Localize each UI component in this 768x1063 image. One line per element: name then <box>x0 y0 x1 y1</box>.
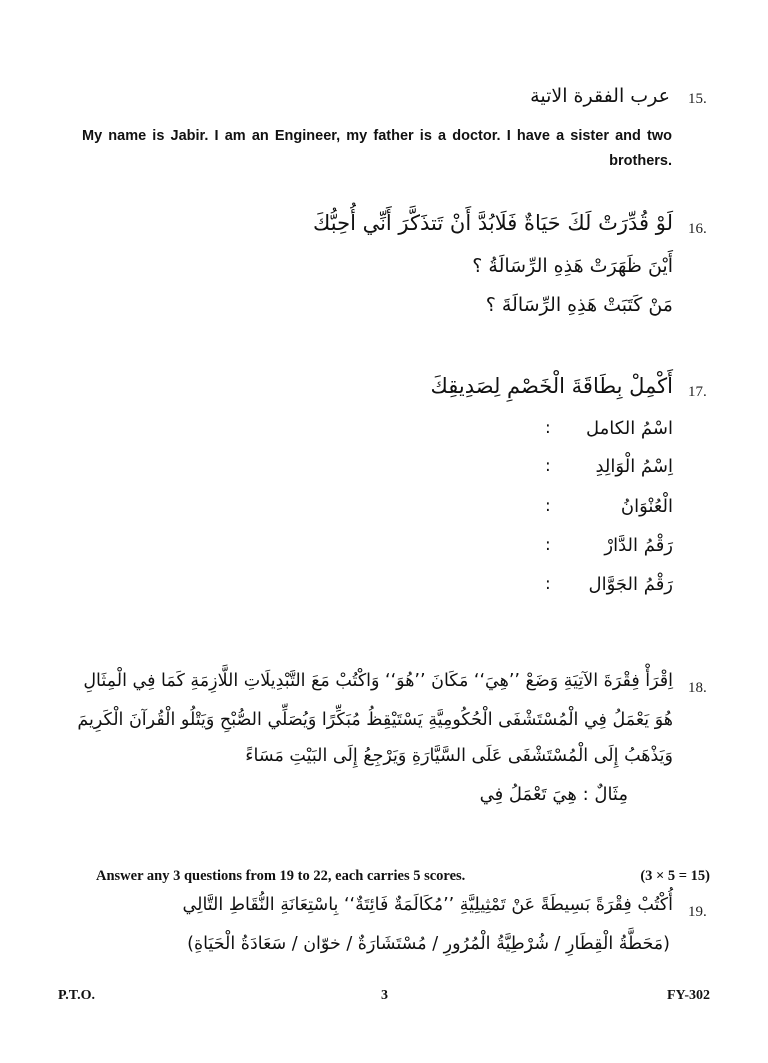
form-row-house-number <box>0 535 768 565</box>
footer-pto: P.T.O. <box>58 988 95 1003</box>
question-16-line-2: أَيْنَ ظَهَرَتْ هَذِهِ الرِّسَالَةُ ؟ <box>472 255 673 277</box>
question-16-line-3: مَنْ كَتَبَتْ هَذِهِ الرِّسَالَةَ ؟ <box>485 294 673 316</box>
form-colon: : <box>545 418 551 438</box>
section-instruction: Answer any 3 questions from 19 to 22, each carries 5 scores. <box>96 868 466 884</box>
form-row-address <box>0 496 768 526</box>
form-row-full-name <box>0 418 768 448</box>
form-row-father-name <box>0 456 768 486</box>
question-16-line-1: لَوْ قُدِّرَتْ لَكَ حَيَاةٌ فَلَابُدَّ أَنْ تَتذَكَّرَ أَنِّي أُحِبُّكَ <box>313 211 673 235</box>
footer-paper-code: FY-302 <box>666 988 710 1003</box>
question-19-hint-points: (مَحَطَّةُ الْقِطَارِ / شُرْطِيَّةُ الْمُرُورِ / مُسْتَشَارَةٌ / خوّان / سَعَادَةُ الْحَيَاةِ) <box>187 934 670 954</box>
question-number-19: 19. <box>688 904 707 920</box>
footer-page-number: 3 <box>381 988 388 1003</box>
form-label-mobile-number: رَقْمُ الجَوَّال <box>588 574 673 595</box>
form-colon: : <box>545 574 551 594</box>
question-18-line-1: هُوَ يَعْمَلُ فِي الْمُسْتَشْفَى الْحُكُومِيَّةِ يَسْتَيْقِظُ مُبَكِّرًا وَيُصَلِّي الصُّبْحِ وَيَتْلُو الْقُرآنَ الْكَرِيمَ <box>77 710 673 730</box>
question-number-17: 17. <box>688 384 707 400</box>
question-18-line-2: وَيَذْهَبُ إِلَى الْمُسْتَشْفَى عَلَى السَّيَّارَةِ وَيَرْجِعُ إِلَى البَيْتِ مَسَاءً <box>245 746 673 766</box>
question-number-16: 16. <box>688 221 707 237</box>
form-label-address: الْعُنْوَانُ <box>620 496 673 517</box>
form-label-full-name: اسْمُ الكامل <box>586 418 673 439</box>
form-colon: : <box>545 456 551 476</box>
form-colon: : <box>545 535 551 555</box>
question-18-instruction: اِقْرَأْ فِقْرَةَ الآتِيَةِ وَضَعْ ’’هِيَ‘‘ مَكَانَ ’’هُوَ‘‘ وَاكْتُبْ مَعَ التَّبْدِيلَاتِ اللَّازِمَةِ كَمَا فِي الْمِثَالِ <box>83 671 673 691</box>
question-15-title: عرب الفقرة الاتية <box>530 85 670 107</box>
form-colon: : <box>545 496 551 516</box>
question-number-15: 15. <box>688 91 707 107</box>
question-number-18: 18. <box>688 680 707 696</box>
form-label-house-number: رَقْمُ الدَّارْ <box>604 535 673 556</box>
question-15-english-passage: My name is Jabir. I am an Engineer, my father is a doctor. I have a sister and two brothers. <box>82 128 672 169</box>
question-18-example: مِثَالٌ : هِيَ تَعْمَلُ فِي <box>479 784 628 805</box>
form-label-father-name: اِسْمُ الْوَالِدِ <box>595 456 673 477</box>
form-row-mobile-number <box>0 574 768 604</box>
section-score: (3 × 5 = 15) <box>640 868 710 884</box>
question-17-title: أَكْمِلْ بِطَاقَةَ الْخَصْمِ لِصَدِيقِكَ <box>430 374 673 398</box>
question-19-line-1: أُكْتُبْ فِقْرَةً بَسِيطَةً عَنْ تَمْثِيلِيَّةِ ’’مُكَالَمَةٌ فَائِتَةٌ‘‘ بِاسْتِعَانَةِ النُّقَاطِ التَّالِي <box>182 895 673 915</box>
